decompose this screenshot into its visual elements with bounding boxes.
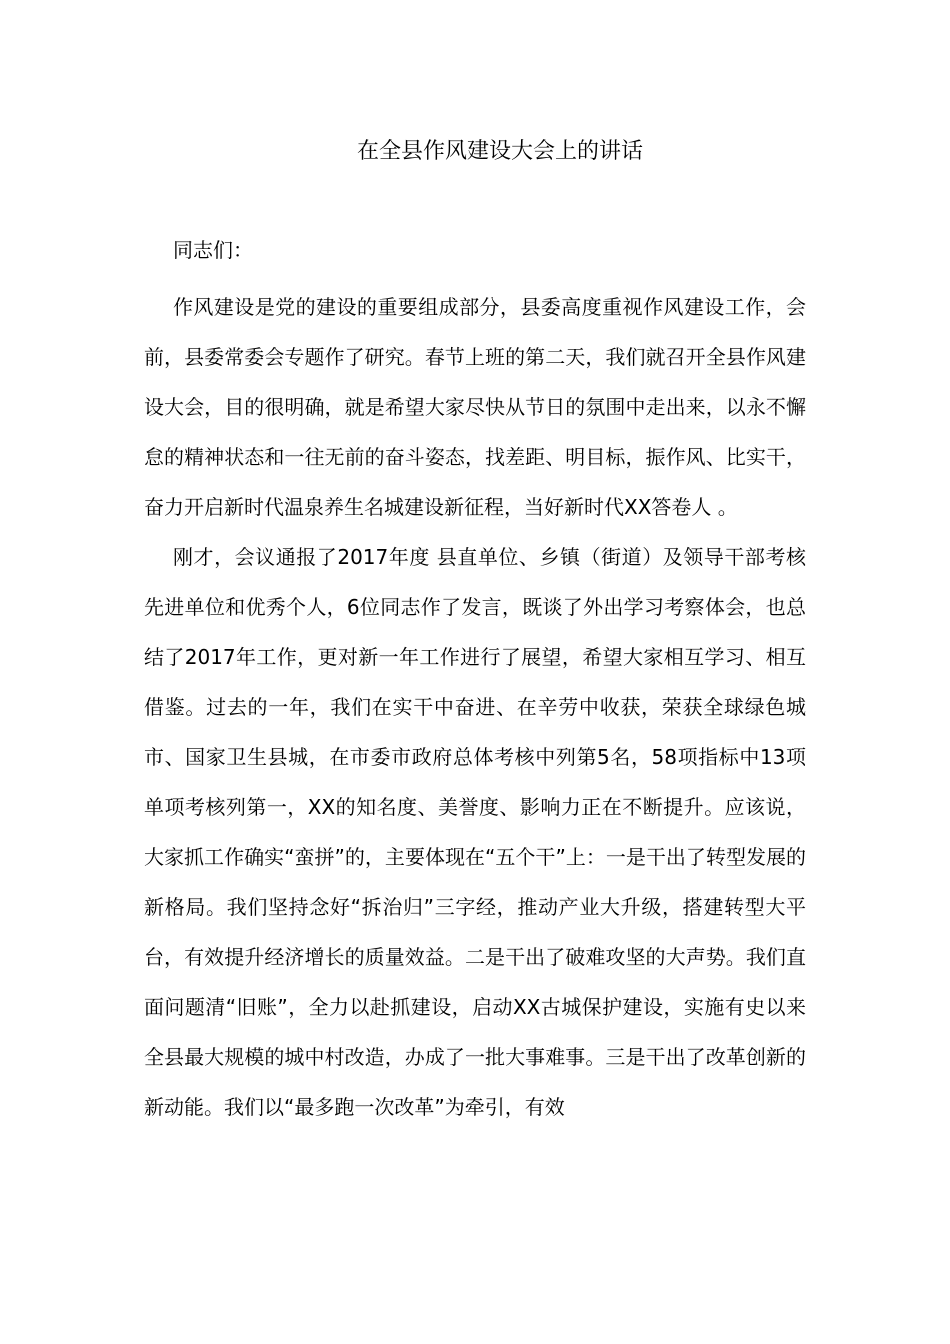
paragraph: 作风建设是党的建设的重要组成部分，县委高度重视作风建设工作，会前，县委常委会专题作了研究。春节上班的第二天，我们就召开全县作风建设大会，目的很明确，就是希望大家尽快从节日的氛围中走出来，以永不懈怠的精神状态和一往无前的奋斗姿态，找差距、明目标，振作风、比实干，奋力开启新时代温泉养生名城建设新征程，当好新时代XX答卷人 。 <box>144 295 806 519</box>
salutation: 同志们： <box>173 238 253 262</box>
paragraph: 刚才，会议通报了2017年度 县直单位、乡镇（街道）及领导干部考核先进单位和优秀个人，6位同志作了发言，既谈了外出学习考察体会，也总结了2017年工作，更对新一年工作进行了展望，希望大家相互学习、相互借鉴。过去的一年，我们在实干中奋进、在辛劳中收获，荣获全球绿色城市、国家卫生县城，在市委市政府总体考核中列第5名，58项指标中13项单项考核列第一，XX的知名度、美誉度、影响力正在不断提升。应该说，大家抓工作确实“蛮拼”的，主要体现在“五个干”上：一是干出了转型发展的新格局。我们坚持念好“拆治归”三字经，推动产业大升级，搭建转型大平台，有效提升经济增长的质量效益。二是干出了破难攻坚的大声势。我们直面问题清“旧账”，全力以赴抓建设，启动XX古城保护建设，实施有史以来全县最大规模的城中村改造，办成了一批大事难事。三是干出了改革创新的新动能。我们以“最多跑一次改革”为牵引，有效 <box>144 545 806 1119</box>
document-body <box>144 282 806 1132</box>
document-title: 在全县作风建设大会上的讲话 <box>356 139 643 164</box>
